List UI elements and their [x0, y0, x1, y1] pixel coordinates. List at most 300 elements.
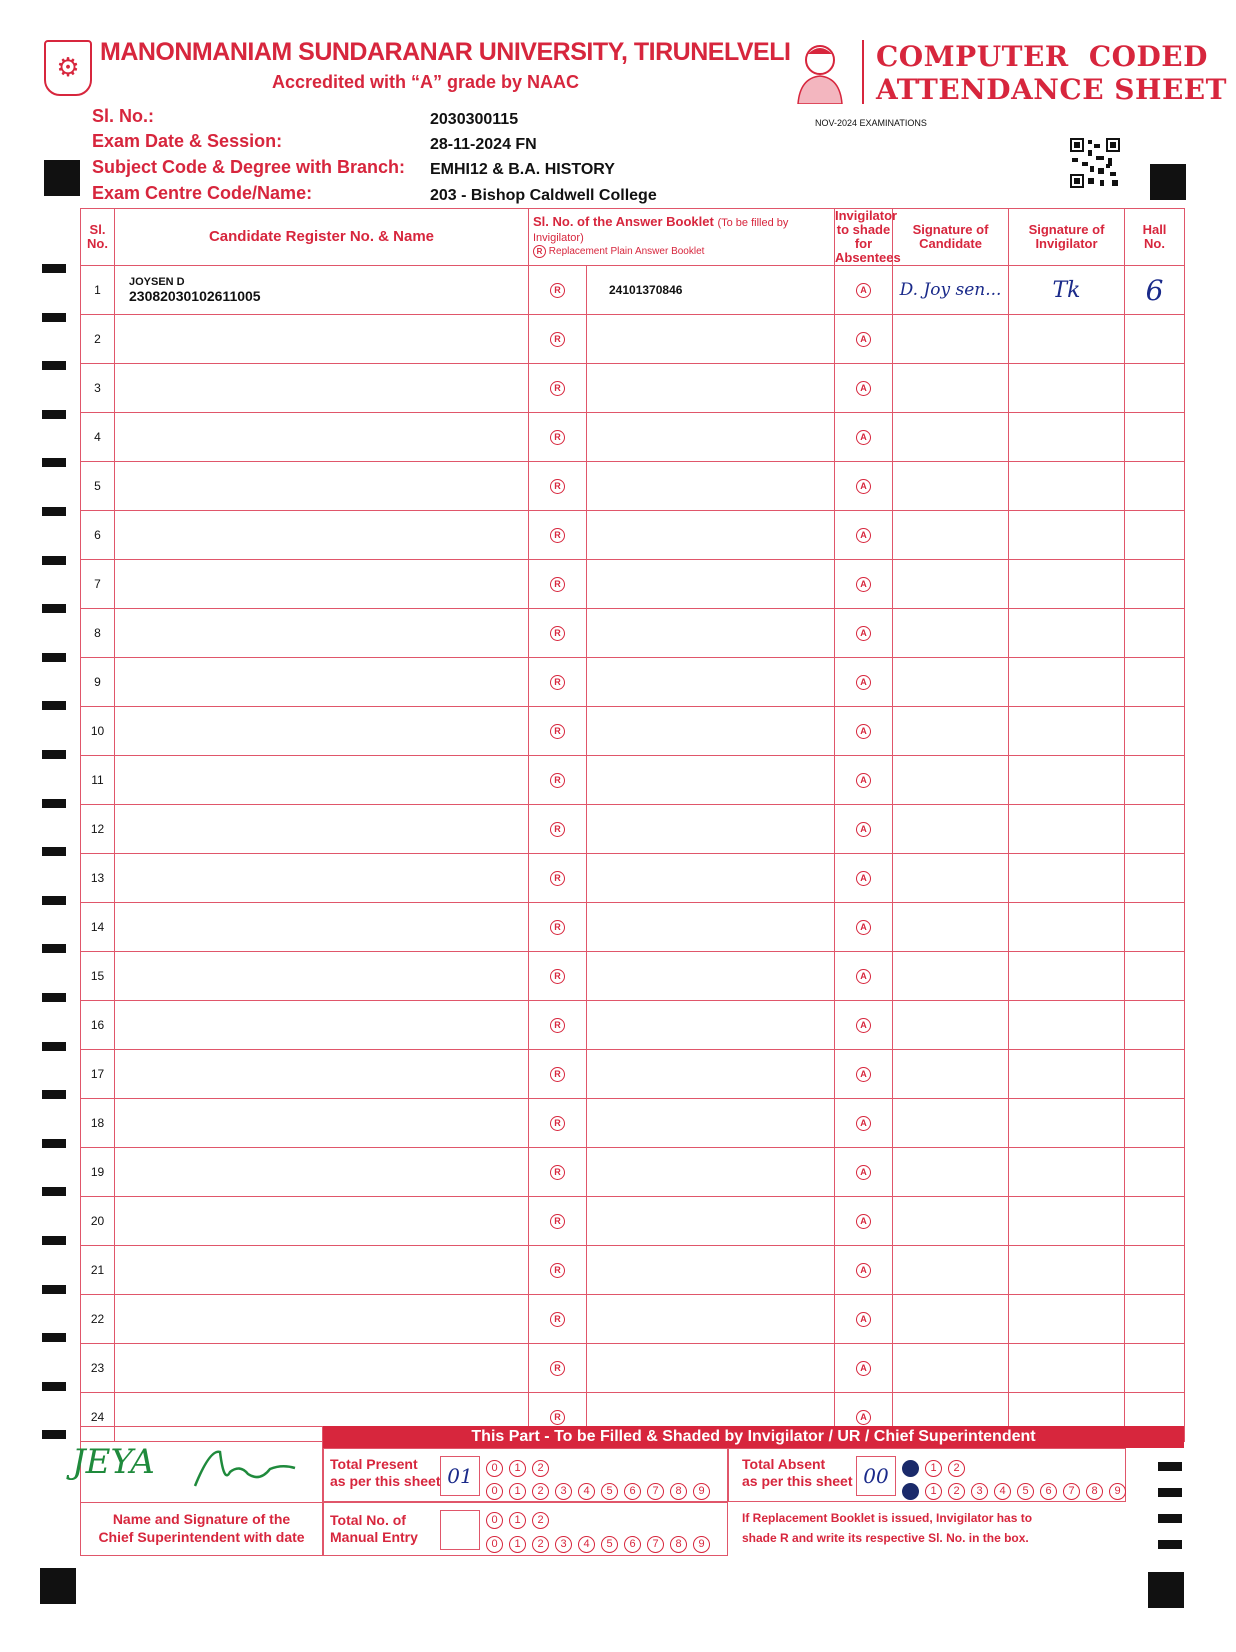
replacement-bubble[interactable]: R — [550, 1263, 565, 1278]
booklet-no-cell[interactable] — [587, 658, 835, 707]
absentee-bubble-cell — [835, 1148, 893, 1197]
hall-no-cell[interactable] — [1125, 1099, 1185, 1148]
digit-bubble[interactable]: 5 — [601, 1483, 618, 1500]
absentee-bubble-cell — [835, 952, 893, 1001]
invigilator-signature-cell[interactable] — [1009, 511, 1125, 560]
digit-bubble[interactable]: 6 — [1040, 1483, 1057, 1500]
replacement-bubble[interactable]: R — [550, 528, 565, 543]
booklet-no-cell[interactable] — [587, 707, 835, 756]
candidate-signature-cell[interactable] — [893, 707, 1009, 756]
digit-bubble[interactable]: 1 — [509, 1536, 526, 1553]
table-row — [81, 658, 1185, 707]
replacement-bubble[interactable]: R — [550, 1214, 565, 1229]
digit-bubble[interactable]: 1 — [925, 1460, 942, 1477]
registration-mark — [40, 1568, 76, 1604]
replacement-bubble-cell — [529, 609, 587, 658]
invigilator-signature-cell[interactable] — [1009, 1050, 1125, 1099]
replacement-bubble-cell — [529, 266, 587, 315]
total-present-label — [330, 1456, 441, 1490]
candidate-cell — [115, 315, 529, 364]
booklet-no-cell[interactable] — [587, 315, 835, 364]
absentee-bubble[interactable]: A — [856, 822, 871, 837]
total-present-label-line1: Total Present — [330, 1456, 418, 1472]
candidate-signature-cell[interactable] — [893, 805, 1009, 854]
table-row — [81, 1344, 1185, 1393]
digit-bubble[interactable]: 5 — [1017, 1483, 1034, 1500]
candidate-signature-cell[interactable] — [893, 462, 1009, 511]
hall-no-cell[interactable] — [1125, 854, 1185, 903]
invigilator-signature-cell[interactable] — [1009, 1099, 1125, 1148]
digit-bubble[interactable]: 1 — [509, 1512, 526, 1529]
digit-bubble[interactable]: 5 — [601, 1536, 618, 1553]
digit-bubble[interactable]: 0 — [486, 1460, 503, 1477]
booklet-no-cell[interactable] — [587, 805, 835, 854]
invigilator-signature-header-line2: Invigilator — [1035, 236, 1098, 251]
digit-bubble[interactable]: 3 — [555, 1536, 572, 1553]
replacement-bubble[interactable]: R — [550, 1116, 565, 1131]
absentee-bubble[interactable]: A — [856, 969, 871, 984]
sheet-title — [876, 40, 1227, 106]
table-header-row — [81, 209, 1185, 266]
booklet-no-cell[interactable] — [587, 1344, 835, 1393]
hall-no-cell[interactable] — [1125, 364, 1185, 413]
replacement-note-line1: If Replacement Booklet is issued, Invigilator has to — [742, 1511, 1033, 1525]
hall-no-cell[interactable] — [1125, 1197, 1185, 1246]
digit-bubble[interactable]: 4 — [994, 1483, 1011, 1500]
absentee-bubble-cell — [835, 315, 893, 364]
absentee-bubble[interactable]: A — [856, 381, 871, 396]
digit-bubble[interactable]: 2 — [948, 1483, 965, 1500]
timing-mark — [42, 604, 66, 613]
candidate-cell — [115, 511, 529, 560]
absentee-bubble[interactable]: A — [856, 479, 871, 494]
digit-bubble[interactable]: 6 — [624, 1483, 641, 1500]
timing-mark — [42, 313, 66, 322]
invigilator-signature-cell[interactable] — [1009, 756, 1125, 805]
booklet-no-cell[interactable] — [587, 364, 835, 413]
candidate-cell — [115, 756, 529, 805]
invigilator-signature-cell[interactable] — [1009, 315, 1125, 364]
absentee-bubble[interactable]: A — [856, 1116, 871, 1131]
absentee-bubble[interactable]: A — [856, 332, 871, 347]
replacement-bubble-cell — [529, 1050, 587, 1099]
absentee-bubble[interactable]: A — [856, 1410, 871, 1425]
chief-signature: JEYA — [72, 1442, 155, 1482]
replacement-bubble[interactable]: R — [550, 1018, 565, 1033]
absentee-bubble[interactable]: A — [856, 675, 871, 690]
digit-bubble[interactable]: 0 — [902, 1483, 919, 1500]
replacement-bubble[interactable]: R — [550, 724, 565, 739]
candidate-signature-cell[interactable] — [893, 756, 1009, 805]
digit-bubble[interactable]: 8 — [670, 1483, 687, 1500]
absentee-bubble-cell — [835, 1246, 893, 1295]
replacement-bubble[interactable]: R — [550, 626, 565, 641]
digit-bubble[interactable]: 2 — [532, 1536, 549, 1553]
timing-mark — [42, 701, 66, 710]
hall-no-header — [1125, 209, 1185, 266]
candidate-cell — [115, 266, 529, 315]
digit-bubble[interactable]: 0 — [486, 1483, 503, 1500]
candidate-signature-cell[interactable] — [893, 1344, 1009, 1393]
total-absent-field[interactable]: 00 — [856, 1456, 896, 1496]
absentee-bubble[interactable]: A — [856, 920, 871, 935]
total-present-label-line2: as per this sheet — [330, 1473, 441, 1489]
invigilator-signature-cell[interactable] — [1009, 609, 1125, 658]
invigilator-signature-cell[interactable] — [1009, 1197, 1125, 1246]
replacement-bubble-cell — [529, 805, 587, 854]
invigilator-signature-cell[interactable] — [1009, 1295, 1125, 1344]
row-sl-no: 2 — [81, 315, 115, 364]
manual-entry-label-line1: Total No. of — [330, 1512, 406, 1528]
candidate-signature-cell[interactable] — [893, 364, 1009, 413]
hall-no-cell[interactable] — [1125, 413, 1185, 462]
replacement-bubble[interactable]: R — [550, 675, 565, 690]
sl-header-line2: No. — [87, 236, 108, 251]
absentee-bubble[interactable]: A — [856, 626, 871, 641]
centre-value: 203 - Bishop Caldwell College — [430, 187, 657, 204]
hall-no-cell[interactable]: 6 — [1125, 266, 1185, 315]
absentee-bubble[interactable]: A — [856, 871, 871, 886]
absentee-bubble[interactable]: A — [856, 1018, 871, 1033]
digit-bubble[interactable]: 8 — [670, 1536, 687, 1553]
chief-label-line2: Chief Superintendent with date — [98, 1529, 305, 1545]
replacement-bubble-cell — [529, 1197, 587, 1246]
hall-no-cell[interactable] — [1125, 903, 1185, 952]
digit-bubble[interactable]: 9 — [693, 1536, 710, 1553]
candidate-signature-cell[interactable]: D. Joy sen... — [893, 266, 1009, 315]
hall-no-cell[interactable] — [1125, 315, 1185, 364]
replacement-bubble[interactable]: R — [550, 1361, 565, 1376]
candidate-signature-cell[interactable] — [893, 609, 1009, 658]
digit-bubble[interactable]: 0 — [902, 1460, 919, 1477]
replacement-bubble[interactable]: R — [550, 283, 565, 298]
invigilator-signature-cell[interactable] — [1009, 854, 1125, 903]
hall-no-cell[interactable] — [1125, 1148, 1185, 1197]
booklet-no-cell[interactable] — [587, 1050, 835, 1099]
total-present-tens-bubbles — [486, 1458, 555, 1477]
absentee-header-line2: to shade for — [836, 222, 891, 251]
qr-code-icon — [1070, 138, 1120, 188]
absentee-bubble-cell — [835, 1344, 893, 1393]
timing-mark — [42, 944, 66, 953]
replacement-bubble-cell — [529, 854, 587, 903]
candidate-signature-cell[interactable] — [893, 1295, 1009, 1344]
row-sl-no: 14 — [81, 903, 115, 952]
candidate-signature-cell[interactable] — [893, 560, 1009, 609]
invigilator-signature-cell[interactable] — [1009, 805, 1125, 854]
booklet-no-cell[interactable] — [587, 756, 835, 805]
absentee-bubble[interactable]: A — [856, 724, 871, 739]
absentee-bubble-cell — [835, 413, 893, 462]
digit-bubble[interactable]: 7 — [647, 1536, 664, 1553]
table-row — [81, 1295, 1185, 1344]
hall-no-cell[interactable] — [1125, 1050, 1185, 1099]
replacement-bubble[interactable]: R — [550, 920, 565, 935]
replacement-bubble[interactable]: R — [550, 577, 565, 592]
sl-no-value: 2030300115 — [430, 111, 519, 128]
replacement-bubble-cell — [529, 511, 587, 560]
booklet-no-cell[interactable] — [587, 903, 835, 952]
replacement-bubble-cell — [529, 315, 587, 364]
candidate-signature-cell[interactable] — [893, 315, 1009, 364]
digit-bubble[interactable]: 9 — [1109, 1483, 1126, 1500]
table-row — [81, 1099, 1185, 1148]
booklet-no-cell[interactable] — [587, 560, 835, 609]
row-sl-no: 7 — [81, 560, 115, 609]
invigilator-signature-cell[interactable] — [1009, 560, 1125, 609]
digit-bubble[interactable]: 9 — [693, 1483, 710, 1500]
official-use-banner: This Part - To be Filled & Shaded by Invigilator / UR / Chief Superintendent — [323, 1426, 1184, 1448]
candidate-cell — [115, 1050, 529, 1099]
hall-no-cell[interactable] — [1125, 805, 1185, 854]
candidate-cell — [115, 1246, 529, 1295]
booklet-no-cell[interactable] — [587, 413, 835, 462]
hall-no-cell[interactable] — [1125, 756, 1185, 805]
manual-entry-label — [330, 1512, 418, 1546]
candidate-cell — [115, 560, 529, 609]
digit-bubble[interactable]: 7 — [1063, 1483, 1080, 1500]
candidate-cell — [115, 805, 529, 854]
digit-bubble[interactable]: 1 — [925, 1483, 942, 1500]
hall-no-cell[interactable] — [1125, 1001, 1185, 1050]
digit-bubble[interactable]: 4 — [578, 1483, 595, 1500]
table-row — [81, 903, 1185, 952]
invigilator-signature-cell[interactable] — [1009, 658, 1125, 707]
replacement-note — [742, 1508, 1032, 1548]
registration-mark — [1148, 1572, 1184, 1608]
invigilator-signature-cell[interactable] — [1009, 903, 1125, 952]
candidate-signature-cell[interactable] — [893, 854, 1009, 903]
replacement-bubble-cell — [529, 364, 587, 413]
hall-no-cell[interactable] — [1125, 707, 1185, 756]
replacement-bubble-cell — [529, 1246, 587, 1295]
replacement-bubble-cell — [529, 903, 587, 952]
candidate-signature-header — [893, 209, 1009, 266]
row-sl-no: 4 — [81, 413, 115, 462]
timing-mark — [42, 1139, 66, 1148]
digit-bubble[interactable]: 1 — [509, 1483, 526, 1500]
timing-mark — [42, 458, 66, 467]
table-row — [81, 462, 1185, 511]
booklet-no-cell[interactable] — [587, 1197, 835, 1246]
digit-bubble[interactable]: 7 — [647, 1483, 664, 1500]
total-absent-label — [742, 1456, 853, 1490]
invigilator-signature-cell[interactable] — [1009, 364, 1125, 413]
timing-mark — [42, 556, 66, 565]
booklet-no-cell[interactable] — [587, 854, 835, 903]
candidate-signature-cell[interactable] — [893, 1148, 1009, 1197]
absentee-bubble-cell — [835, 560, 893, 609]
replacement-bubble-cell — [529, 560, 587, 609]
replacement-r-icon: R — [533, 245, 546, 258]
digit-bubble[interactable]: 8 — [1086, 1483, 1103, 1500]
row-sl-no: 17 — [81, 1050, 115, 1099]
row-sl-no: 15 — [81, 952, 115, 1001]
candidate-cell — [115, 854, 529, 903]
invigilator-signature-cell[interactable] — [1009, 462, 1125, 511]
replacement-bubble[interactable]: R — [550, 479, 565, 494]
digit-bubble[interactable]: 2 — [948, 1460, 965, 1477]
absentee-bubble[interactable]: A — [856, 1263, 871, 1278]
hall-no-cell[interactable] — [1125, 1344, 1185, 1393]
timing-mark — [42, 1236, 66, 1245]
digit-bubble[interactable]: 2 — [532, 1460, 549, 1477]
candidate-signature-cell[interactable] — [893, 1001, 1009, 1050]
booklet-no-cell[interactable] — [587, 1295, 835, 1344]
booklet-no-cell[interactable] — [587, 1001, 835, 1050]
replacement-bubble[interactable]: R — [550, 871, 565, 886]
replacement-bubble-cell — [529, 413, 587, 462]
row-sl-no: 24 — [81, 1393, 115, 1442]
row-sl-no: 20 — [81, 1197, 115, 1246]
candidate-signature-cell[interactable] — [893, 1246, 1009, 1295]
booklet-no-cell[interactable] — [587, 1148, 835, 1197]
hall-no-cell[interactable] — [1125, 1295, 1185, 1344]
examinations-label: NOV-2024 EXAMINATIONS — [815, 118, 927, 128]
manual-entry-units-bubbles — [486, 1534, 716, 1553]
absentee-bubble[interactable]: A — [856, 1067, 871, 1082]
absentee-bubble[interactable]: A — [856, 1312, 871, 1327]
digit-bubble[interactable]: 1 — [509, 1460, 526, 1477]
replacement-bubble[interactable]: R — [550, 381, 565, 396]
invigilator-signature-cell[interactable] — [1009, 707, 1125, 756]
absentee-bubble-cell — [835, 1197, 893, 1246]
digit-bubble[interactable]: 4 — [578, 1536, 595, 1553]
invigilator-signature-cell[interactable] — [1009, 1246, 1125, 1295]
candidate-signature-cell[interactable] — [893, 511, 1009, 560]
digit-bubble[interactable]: 2 — [532, 1483, 549, 1500]
candidate-signature-cell[interactable] — [893, 658, 1009, 707]
sl-no-header — [81, 209, 115, 266]
hall-no-cell[interactable] — [1125, 609, 1185, 658]
candidate-signature-cell[interactable] — [893, 1099, 1009, 1148]
booklet-no-cell[interactable] — [587, 511, 835, 560]
booklet-no-cell[interactable] — [587, 462, 835, 511]
booklet-header-note: (To be filled by Invigilator) — [533, 217, 789, 244]
booklet-no-cell[interactable]: 24101370846 — [587, 266, 835, 315]
row-sl-no: 22 — [81, 1295, 115, 1344]
absentee-bubble[interactable]: A — [856, 773, 871, 788]
invigilator-signature-cell[interactable] — [1009, 952, 1125, 1001]
absentee-bubble[interactable]: A — [856, 283, 871, 298]
title-divider — [862, 40, 864, 104]
table-row — [81, 805, 1185, 854]
table-row — [81, 364, 1185, 413]
absentee-bubble-cell — [835, 805, 893, 854]
absentee-bubble[interactable]: A — [856, 1165, 871, 1180]
replacement-bubble-cell — [529, 1099, 587, 1148]
invigilator-signature-cell[interactable] — [1009, 1148, 1125, 1197]
candidate-signature-cell[interactable] — [893, 1197, 1009, 1246]
replacement-bubble[interactable]: R — [550, 773, 565, 788]
invigilator-signature-header — [1009, 209, 1125, 266]
digit-bubble[interactable]: 6 — [624, 1536, 641, 1553]
table-row — [81, 609, 1185, 658]
absentee-bubble[interactable]: A — [856, 528, 871, 543]
timing-mark — [42, 264, 66, 273]
hall-no-cell[interactable] — [1125, 560, 1185, 609]
row-sl-no: 19 — [81, 1148, 115, 1197]
digit-bubble[interactable]: 2 — [532, 1512, 549, 1529]
booklet-no-cell[interactable] — [587, 952, 835, 1001]
timing-mark — [42, 410, 66, 419]
replacement-bubble[interactable]: R — [550, 1312, 565, 1327]
timing-mark — [42, 1285, 66, 1294]
booklet-no-cell[interactable] — [587, 1246, 835, 1295]
candidate-signature-cell[interactable] — [893, 952, 1009, 1001]
replacement-bubble[interactable]: R — [550, 1410, 565, 1425]
candidate-signature-cell[interactable] — [893, 413, 1009, 462]
university-logo: ⚙ — [44, 40, 92, 96]
candidate-signature-cell[interactable] — [893, 903, 1009, 952]
invigilator-signature-cell[interactable] — [1009, 413, 1125, 462]
booklet-no-cell[interactable] — [587, 609, 835, 658]
booklet-no-cell[interactable] — [587, 1099, 835, 1148]
absentee-bubble[interactable]: A — [856, 1361, 871, 1376]
manual-entry-tens-bubbles — [486, 1510, 555, 1529]
candidate-cell — [115, 707, 529, 756]
replacement-bubble[interactable]: R — [550, 969, 565, 984]
absentee-bubble[interactable]: A — [856, 430, 871, 445]
hall-no-cell[interactable] — [1125, 1246, 1185, 1295]
hall-no-cell[interactable] — [1125, 462, 1185, 511]
portrait-emblem — [790, 40, 850, 104]
replacement-bubble-cell — [529, 1295, 587, 1344]
hall-no-cell[interactable] — [1125, 511, 1185, 560]
invigilator-signature-cell[interactable] — [1009, 1001, 1125, 1050]
digit-bubble[interactable]: 0 — [486, 1536, 503, 1553]
timing-mark — [42, 1430, 66, 1439]
candidate-name: JOYSEN D — [129, 276, 185, 288]
total-present-field[interactable]: 01 — [440, 1456, 480, 1496]
replacement-bubble[interactable]: R — [550, 1067, 565, 1082]
manual-entry-field[interactable] — [440, 1510, 480, 1550]
candidate-cell — [115, 952, 529, 1001]
replacement-bubble[interactable]: R — [550, 430, 565, 445]
absentee-bubble[interactable]: A — [856, 577, 871, 592]
timing-mark — [42, 1333, 66, 1342]
hall-header-line1: Hall — [1142, 222, 1167, 237]
invigilator-signature-cell[interactable] — [1009, 1344, 1125, 1393]
centre-label: Exam Centre Code/Name: — [92, 183, 313, 203]
digit-bubble[interactable]: 0 — [486, 1512, 503, 1529]
replacement-bubble[interactable]: R — [550, 822, 565, 837]
table-row — [81, 707, 1185, 756]
candidate-signature-cell[interactable] — [893, 1050, 1009, 1099]
total-absent-label-line1: Total Absent — [742, 1456, 826, 1472]
hall-no-cell[interactable] — [1125, 658, 1185, 707]
replacement-bubble-cell — [529, 658, 587, 707]
row-sl-no: 9 — [81, 658, 115, 707]
replacement-bubble-cell — [529, 707, 587, 756]
absentee-header-line1: Invigilator — [835, 208, 898, 223]
booklet-header-sub: Replacement Plain Answer Booklet — [548, 246, 705, 257]
absentee-bubble[interactable]: A — [856, 1214, 871, 1229]
invigilator-signature-cell[interactable]: Tk — [1009, 266, 1125, 315]
digit-bubble[interactable]: 3 — [555, 1483, 572, 1500]
hall-no-cell[interactable] — [1125, 952, 1185, 1001]
absentee-bubble-cell — [835, 609, 893, 658]
replacement-bubble[interactable]: R — [550, 1165, 565, 1180]
timing-mark — [42, 361, 66, 370]
candidate-cell — [115, 1197, 529, 1246]
row-sl-no: 12 — [81, 805, 115, 854]
table-row — [81, 756, 1185, 805]
absentee-bubble-cell — [835, 756, 893, 805]
booklet-header-title: Sl. No. of the Answer Booklet — [533, 214, 714, 229]
replacement-bubble[interactable]: R — [550, 332, 565, 347]
digit-bubble[interactable]: 3 — [971, 1483, 988, 1500]
